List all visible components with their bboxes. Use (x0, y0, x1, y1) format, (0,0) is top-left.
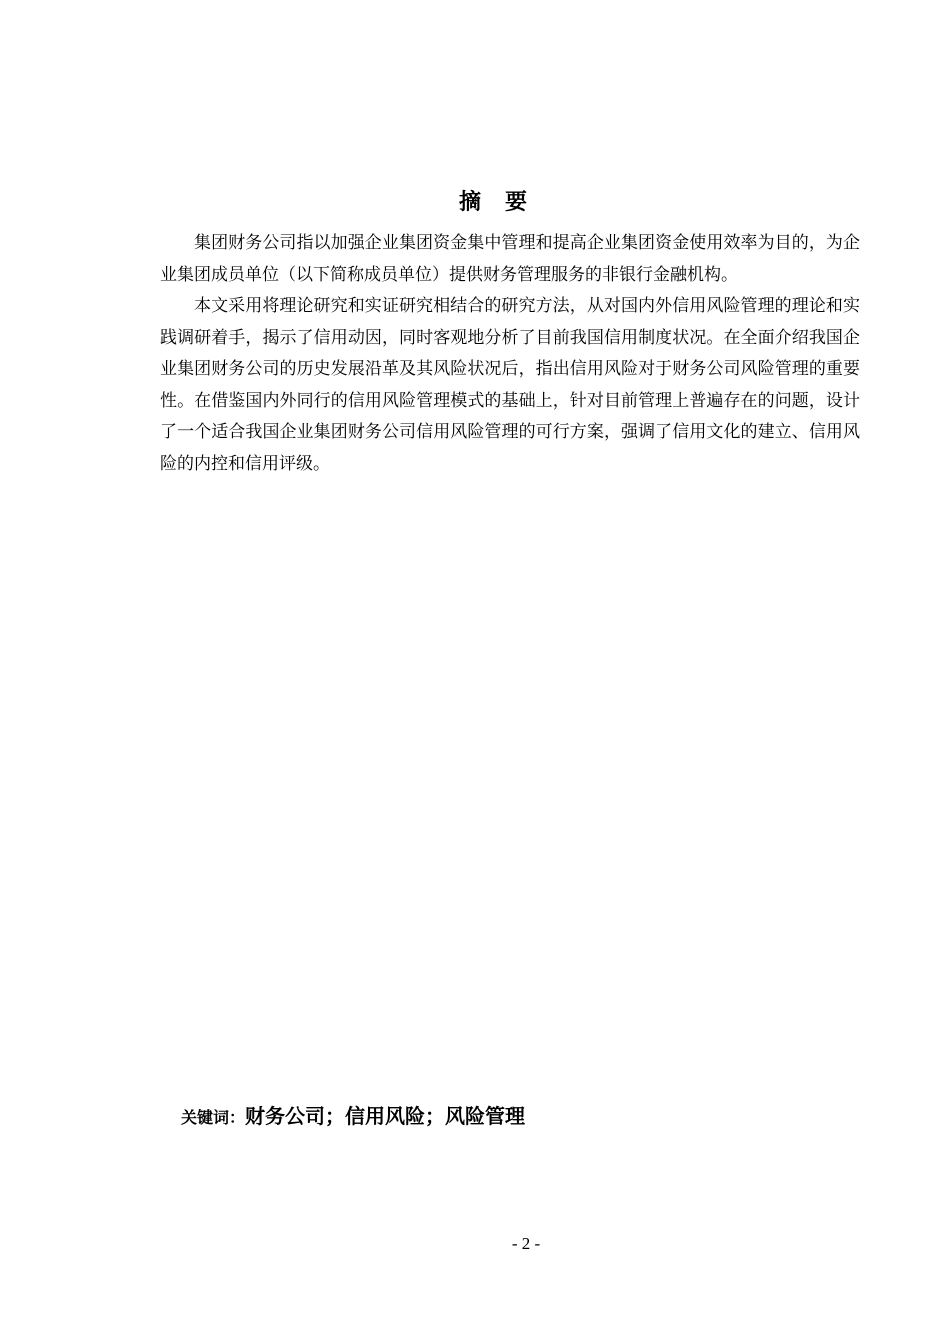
page-number: - 2 - (511, 1234, 541, 1253)
abstract-body (160, 228, 860, 480)
keywords-value: 财务公司；信用风险；风险管理 (245, 1104, 526, 1128)
abstract-paragraph-2: 本文采用将理论研究和实证研究相结合的研究方法，从对国内外信用风险管理的理论和实践调研着手，揭示了信用动因，同时客观地分析了目前我国信用制度状况。在全面介绍我国企业集团财务公司的历史发展沿革及其风险状况后，指出信用风险对于财务公司风险管理的重要性。在借鉴国内外同行的信用风险管理模式的基础上，针对目前管理上普遍存在的问题，设计了一个适合我国企业集团财务公司信用风险管理的可行方案，强调了信用文化的建立、信用风险的内控和信用评级。 (160, 296, 860, 474)
keywords-line (181, 1101, 525, 1133)
abstract-paragraph-1: 集团财务公司指以加强企业集团资金集中管理和提高企业集团资金使用效率为目的，为企业集团成员单位（以下简称成员单位）提供财务管理服务的非银行金融机构。 (160, 233, 860, 285)
abstract-title: 摘要 (458, 189, 551, 215)
keywords-label: 关键词： (181, 1108, 246, 1127)
